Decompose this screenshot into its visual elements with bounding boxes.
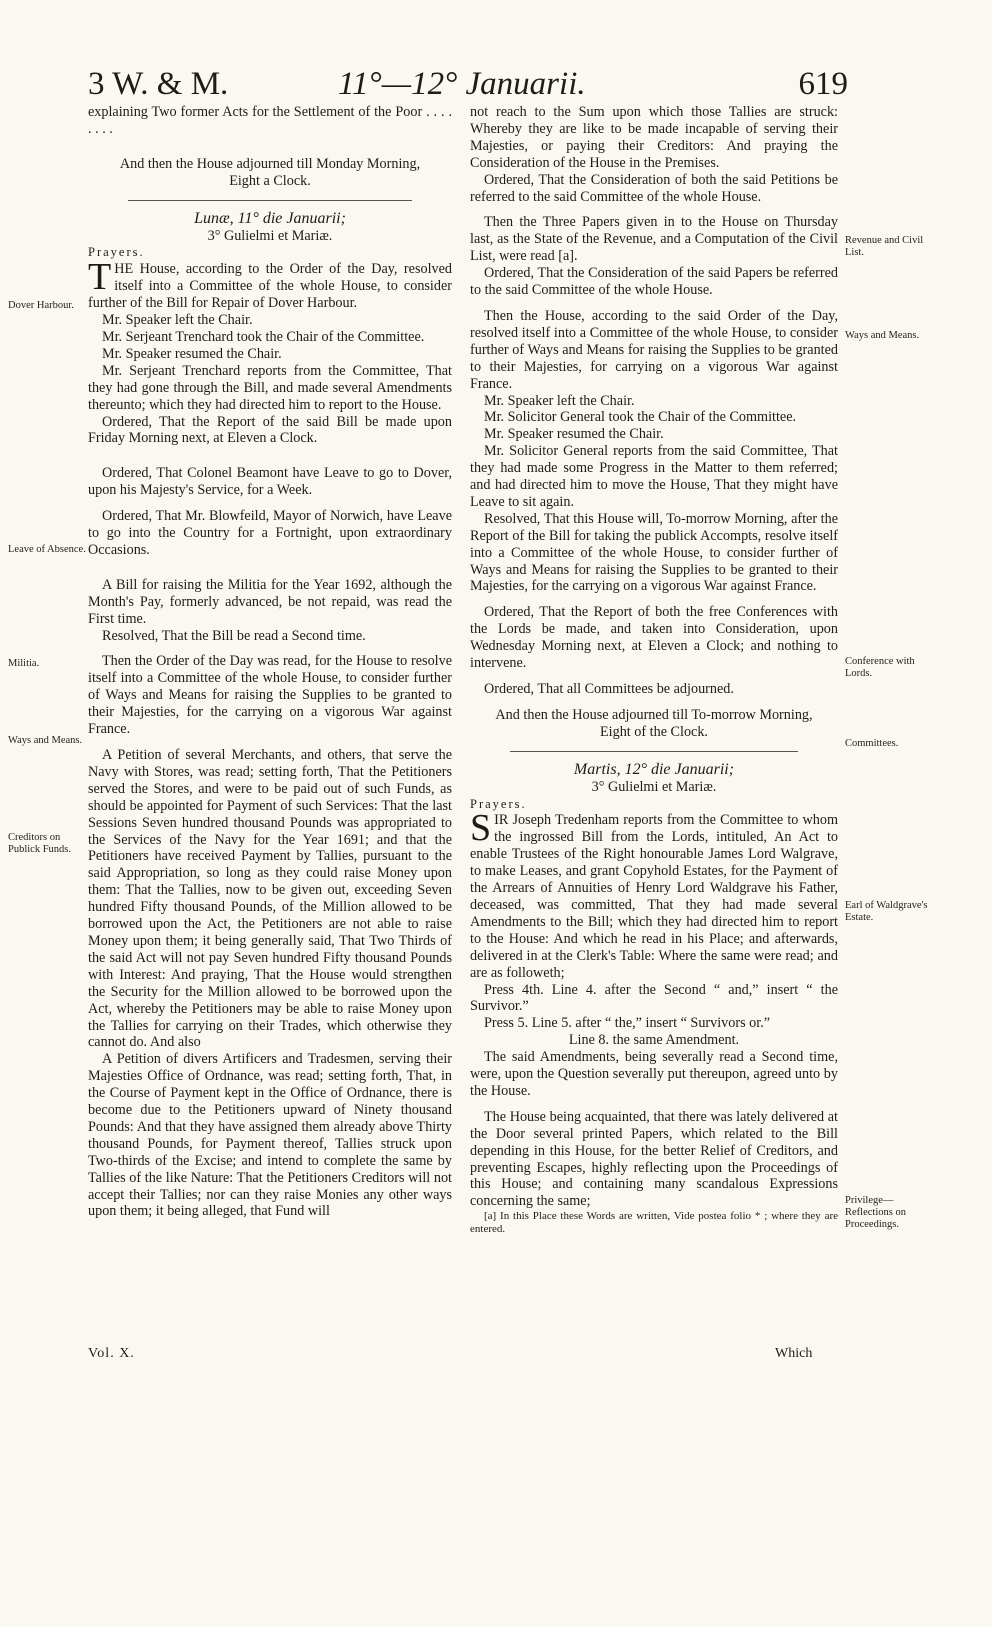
paragraph: Ordered, That the Report of both the free Conferences with the Lords be made, and taken into Consideration, upon Wednesday Morning next, at Eleven a Clock; and nothing to intervene. bbox=[470, 604, 838, 672]
paragraph: HE House, according to the Order of the Day, resolved itself into a Committee of the whole House, to consider further of the Bill for Repair of Dover Harbour. bbox=[88, 261, 452, 312]
margin-note-earl: Earl of Waldgrave's Estate. bbox=[845, 900, 928, 923]
paragraph: Ordered, That Mr. Blowfeild, Mayor of Norwich, have Leave to go into the Country for a Fortnight, upon extraordinary Occasions. bbox=[88, 508, 452, 558]
reign-line: 3° Gulielmi et Mariæ. bbox=[207, 227, 333, 244]
paragraph: Press 5. Line 5. after “ the,” insert “ Survivors or.” bbox=[484, 1015, 771, 1032]
margin-note-revenue: Revenue and Civil List. bbox=[845, 235, 924, 258]
paragraph: Then the Three Papers given in to the House on Thursday last, as the State of the Revenue, and a Computation of the Civil List, were read [a]. bbox=[470, 214, 838, 265]
paragraph: Ordered, That the Consideration of the said Papers be referred to the said Committee of the whole House. bbox=[470, 265, 838, 299]
paragraph: The said Amendments, being severally read a Second time, were, upon the Question severally put thereupon, agreed unto by the House. bbox=[470, 1049, 838, 1099]
paragraph: Resolved, That this House will, To-morrow Morning, after the Report of the Bill for taking the publick Accompts, resolve itself into a Committee of the whole House, to consider further of Ways and Means for raising the Supplies to be granted to their Majesties, for the carrying on a vigorous War against France. bbox=[470, 510, 838, 595]
drop-cap: T bbox=[88, 256, 112, 299]
divider bbox=[510, 751, 798, 752]
paragraph: Mr. Speaker left the Chair. bbox=[102, 312, 253, 329]
adjournment: And then the House adjourned till Monday Morning, Eight a Clock. bbox=[119, 155, 421, 189]
paragraph: Ordered, That Colonel Beamont have Leave to go to Dover, upon his Majesty's Service, for a Week. bbox=[88, 465, 452, 499]
divider bbox=[128, 200, 412, 201]
date-heading: Lunæ, 11° die Januarii; bbox=[194, 209, 346, 227]
volume-mark: Vol. X. bbox=[88, 1346, 135, 1361]
paragraph: Ordered, That the Consideration of both the said Petitions be referred to the said Committee of the whole House. bbox=[470, 171, 838, 205]
drop-cap: S bbox=[470, 807, 492, 850]
adjournment: And then the House adjourned till To-morrow Morning, Eight of the Clock. bbox=[495, 706, 813, 740]
reign-line: 3° Gulielmi et Mariæ. bbox=[591, 778, 717, 795]
paragraph: explaining Two former Acts for the Settlement of the Poor . . . . . . . . bbox=[88, 104, 452, 137]
margin-note-dover: Dover Harbour. bbox=[8, 300, 74, 311]
paragraph: Mr. Speaker left the Chair. bbox=[484, 392, 635, 409]
prayers-heading: Prayers. bbox=[470, 796, 527, 811]
paragraph: A Bill for raising the Militia for the Year 1692, although the Month's Pay, formerly advanced, be not repaid, was read the First time. bbox=[88, 576, 452, 627]
paragraph: IR Joseph Tredenham reports from the Committee to whom the ingrossed Bill from the Lords, intituled, An Act to enable Trustees of the Right honourable James Lord Walgrave, to make Leases, and grant Copyhold Estates, for the Payment of the Arrears of Annuities of Henry Lord Waldgrave his Father, deceased, was committed, That they had made several Amendments to the Bill; which they had directed him to report to the House: And which he read in his Place; and afterwards, delivered in at the Clerk's Table: Where the same were read; and are as followeth; bbox=[470, 812, 838, 981]
paragraph: not reach to the Sum upon which those Tallies are struck: Whereby they are like to be made incapable of serving their Majesties, or paying their Creditors: And praying the Consideration of the House in the Premises. bbox=[470, 104, 838, 171]
paragraph: A Petition of several Merchants, and others, that serve the Navy with Stores, was read; setting forth, That the Petitioners served the Stores, and were to be paid out of such Funds, as should be appointed for Payment of such Services: That the last Sessions Seven hundred thousand Pounds was appropriated to the Services of the Navy for the Year 1691; and that the Petitioners have received Payment by Tallies, pursuant to the said Appropriation, so long as they could raise Money upon them: That the Tallies, now to be given out, exceeding Seven hundred Fifty thousand Pounds, of the Million allowed to be borrowed upon the Act, the Petitioners are not able to raise Money upon them; it being generally said, That Two Thirds of the said Act will not pay Seven hundred Fifty thousand Pounds with Interest: And praying, That the House would strengthen the Security for the Million allowed to be borrowed upon the Act, whereby the Petitioners may be able to raise Money upon the Tallies for carrying on their Trades, which otherwise they cannot do. And also bbox=[88, 747, 452, 1051]
paragraph: The House being acquainted, that there was lately delivered at the Door several printed Papers, which related to the Bill depending in this House, for the better Relief of Creditors, and preventing Escapes, highly reflecting upon the Proceedings of this House; and containing many scandalous Expressions concerning the same; bbox=[470, 1108, 838, 1210]
paragraph: Then the Order of the Day was read, for the House to resolve itself into a Committee of the whole House, to consider further of Ways and Means for raising the Supplies to be granted to their Majesties, for the carrying on a vigorous War against France. bbox=[88, 653, 452, 738]
paragraph: Mr. Serjeant Trenchard took the Chair of the Committee. bbox=[102, 328, 425, 345]
paragraph: Ordered, That all Committees be adjourned. bbox=[484, 681, 734, 697]
margin-note-leave: Leave of Absence. bbox=[8, 544, 86, 555]
date-heading: Martis, 12° die Januarii; bbox=[573, 760, 735, 778]
prayers-heading: Prayers. bbox=[88, 245, 145, 260]
paragraph: A Petition of divers Artificers and Tradesmen, serving their Majesties Office of Ordnance, was read; setting forth, That, in the Course of Payment kept in the Office of Ordnance, there is become due to the Petitioners upward of Ninety thousand Pounds: And that they have assigned them already above Thirty thousand Pounds, for Payment thereof, Tallies struck upon Two-thirds of the Excise; and intend to complete the same by Tallies of the like Nature: That the Petitioners Creditors will not accept their Tallies; nor can they raise Monies any other ways upon them; it being alleged, that Fund will bbox=[88, 1051, 452, 1220]
paragraph: Mr. Speaker resumed the Chair. bbox=[484, 426, 664, 443]
margin-note-conference: Conference with Lords. bbox=[845, 656, 915, 679]
page-header bbox=[88, 62, 848, 106]
paragraph: Resolved, That the Bill be read a Second time. bbox=[102, 627, 366, 644]
paragraph: Mr. Speaker resumed the Chair. bbox=[102, 345, 282, 362]
margin-note-committees: Committees. bbox=[845, 738, 899, 749]
margin-note-privilege: Privilege—Reflections on Proceedings. bbox=[845, 1195, 906, 1230]
page-number: 619 bbox=[798, 66, 848, 102]
paragraph: Mr. Solicitor General took the Chair of the Committee. bbox=[484, 409, 797, 426]
margin-note-ways: Ways and Means. bbox=[8, 735, 83, 746]
paragraph: Mr. Solicitor General reports from the said Committee, That they had made some Progress in the Matter to them referred; and had directed him to move the House, That they might have Leave to sit again. bbox=[470, 443, 838, 510]
margin-note-militia: Militia. bbox=[8, 658, 40, 669]
left-column bbox=[88, 104, 452, 1220]
catchword: Which bbox=[775, 1346, 813, 1361]
margin-note-creditors: Creditors on Publick Funds. bbox=[8, 832, 72, 855]
paragraph: Ordered, That the Report of the said Bill be made upon Friday Morning next, at Eleven a Clock. bbox=[88, 413, 452, 447]
footnote: [a] In this Place these Words are written, Vide postea folio * ; where they are entered. bbox=[470, 1210, 838, 1236]
paragraph: Mr. Serjeant Trenchard reports from the Committee, That they had gone through the Bill, and made several Amendments thereunto; which they had directed him to report to the House. bbox=[88, 362, 452, 413]
margin-note-ways2: Ways and Means. bbox=[845, 330, 920, 341]
right-column bbox=[470, 104, 838, 1236]
paragraph: Press 4th. Line 4. after the Second “ and,” insert “ the Survivor.” bbox=[470, 981, 838, 1015]
header-dates: 11°—12° Januarii. bbox=[338, 66, 586, 102]
header-regnal-year: 3 W. & M. bbox=[88, 66, 229, 102]
paragraph: Then the House, according to the said Order of the Day, resolved itself into a Committee of the whole House, to consider further of Ways and Means for raising the Supplies to be granted to their Majesties, for carrying on a vigorous War against France. bbox=[470, 307, 838, 392]
paragraph: Line 8. the same Amendment. bbox=[568, 1032, 740, 1049]
